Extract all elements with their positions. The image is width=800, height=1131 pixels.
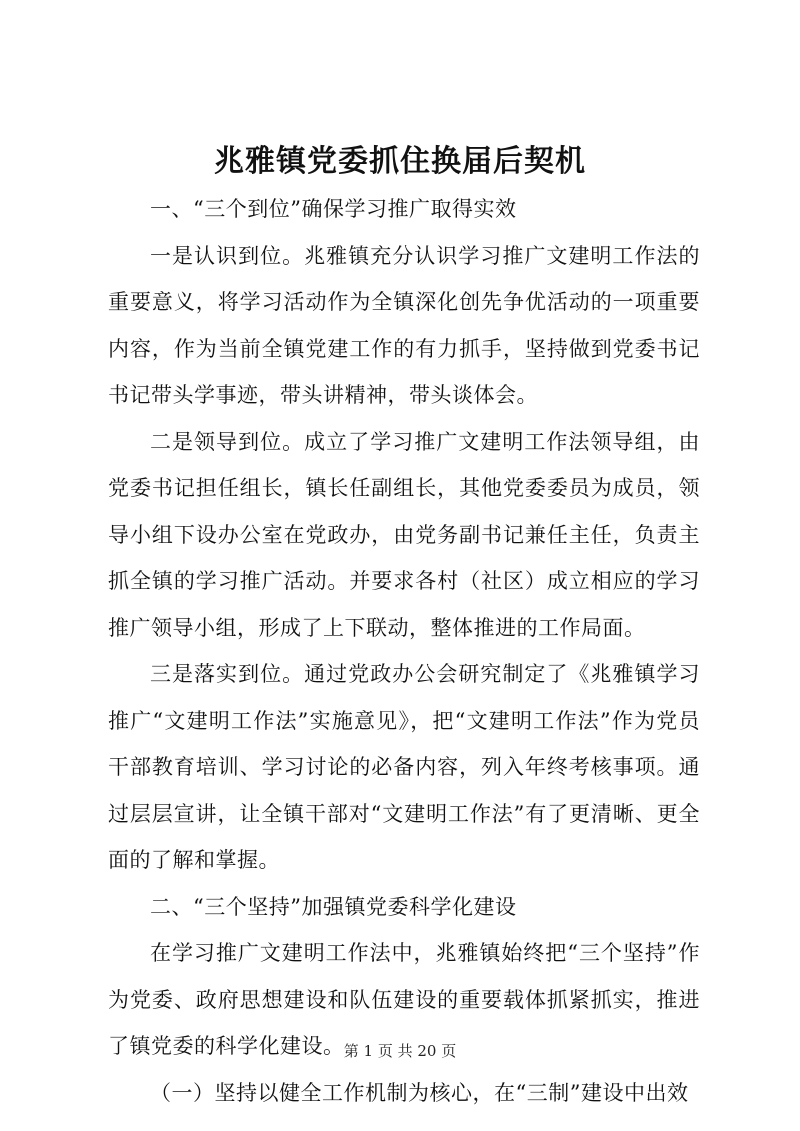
page-footer: 第 1 页 共 20 页 [343, 1042, 457, 1060]
section-heading-2: 二、“三个坚持”加强镇党委科学化建设 [150, 894, 517, 919]
document-title: 兆雅镇党委抓住换届后契机 [214, 144, 586, 179]
paragraph-three-persistence: 在学习推广文建明工作法中，兆雅镇始终把“三个坚持”作为党委、政府思想建设和队伍建设的重要载体抓紧抓实，推进了镇党委的科学化建设。 [108, 941, 700, 1058]
subsection-heading-1: （一）坚持以健全工作机制为核心，在“三制”建设中出效 [150, 1080, 689, 1105]
paragraph-leadership: 二是领导到位。成立了学习推广文建明工作法领导组，由党委书记担任组长，镇长任副组长，其他党委委员为成员，领导小组下设办公室在党政办，由党务副书记兼任主任，负责主抓全镇的学习推广活动。并要求各村（社区）成立相应的学习推广领导小组，形成了上下联动，整体推进的工作局面。 [108, 429, 700, 640]
section-heading-1: 一、“三个到位”确保学习推广取得实效 [150, 197, 517, 221]
paragraph-implementation: 三是落实到位。通过党政办公会研究制定了《兆雅镇学习推广“文建明工作法”实施意见》，把“文建明工作法”作为党员干部教育培训、学习讨论的必备内容，列入年终考核事项。通过层层宣讲，让全镇干部对“文建明工作法”有了更清晰、更全面的了解和掌握。 [108, 662, 700, 872]
paragraph-awareness: 一是认识到位。兆雅镇充分认识学习推广文建明工作法的重要意义，将学习活动作为全镇深化创先争优活动的一项重要内容，作为当前全镇党建工作的有力抓手，坚持做到党委书记书记带头学事迹，带头讲精神，带头谈体会。 [108, 243, 700, 407]
document-body [108, 186, 700, 1116]
